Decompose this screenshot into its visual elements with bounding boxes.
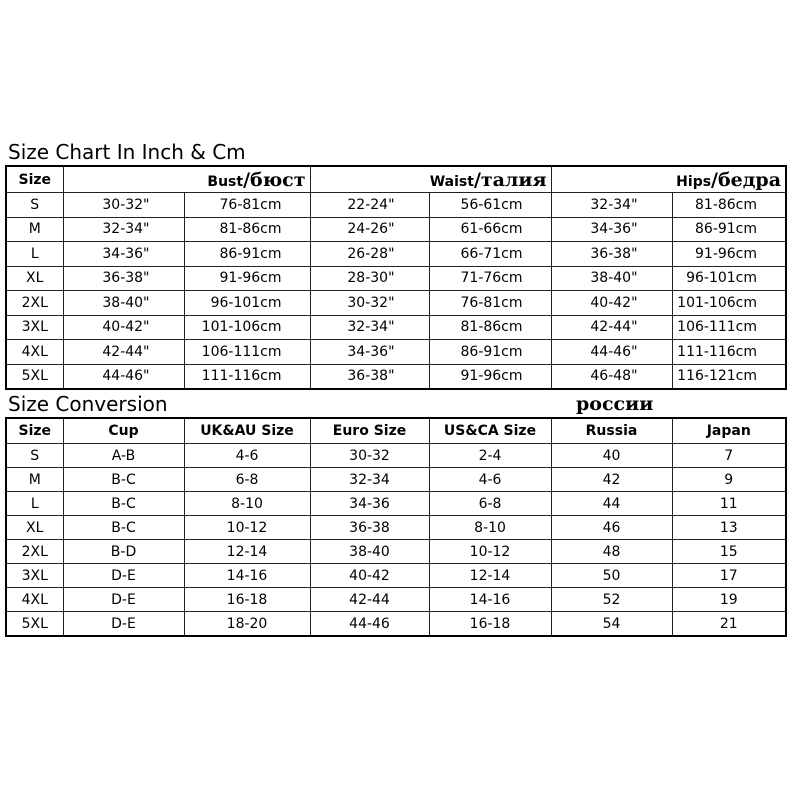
cell-bust-cm: 91-96cm — [184, 266, 310, 291]
cell-bust-cm: 81-86cm — [184, 217, 310, 242]
size-conversion-header-row — [6, 418, 786, 444]
cell-hips-cm: 91-96cm — [672, 242, 786, 267]
cell-waist-in: 36-38" — [310, 364, 429, 389]
conversion-header-6: Japan — [672, 418, 786, 444]
cell-bust-cm: 76-81cm — [184, 193, 310, 218]
cell-cup: D-E — [63, 588, 184, 612]
cell-euro: 40-42 — [310, 564, 429, 588]
cell-size: 2XL — [6, 540, 63, 564]
size-chart-table — [5, 165, 787, 390]
cell-cup: B-C — [63, 492, 184, 516]
cell-size: S — [6, 193, 63, 218]
cell-russia: 46 — [551, 516, 672, 540]
cell-waist-cm: 86-91cm — [429, 340, 551, 365]
cell-uk-au: 14-16 — [184, 564, 310, 588]
cell-russia: 50 — [551, 564, 672, 588]
cell-hips-in: 34-36" — [551, 217, 672, 242]
table-row — [6, 444, 786, 468]
cell-waist-cm: 76-81cm — [429, 291, 551, 316]
cell-waist-in: 34-36" — [310, 340, 429, 365]
cell-japan: 13 — [672, 516, 786, 540]
table-row — [6, 588, 786, 612]
cell-hips-cm: 101-106cm — [672, 291, 786, 316]
cell-uk-au: 18-20 — [184, 612, 310, 637]
cell-waist-in: 24-26" — [310, 217, 429, 242]
cell-size: 3XL — [6, 564, 63, 588]
cell-euro: 36-38 — [310, 516, 429, 540]
cell-japan: 15 — [672, 540, 786, 564]
cell-us-ca: 4-6 — [429, 468, 551, 492]
cell-hips-in: 40-42" — [551, 291, 672, 316]
table-row — [6, 242, 786, 267]
waist-header-ru: /талия — [473, 168, 547, 191]
cell-uk-au: 6-8 — [184, 468, 310, 492]
cell-bust-in: 42-44" — [63, 340, 184, 365]
table-row — [6, 193, 786, 218]
cell-us-ca: 12-14 — [429, 564, 551, 588]
cell-waist-in: 30-32" — [310, 291, 429, 316]
cell-bust-in: 34-36" — [63, 242, 184, 267]
cell-size: 3XL — [6, 315, 63, 340]
conversion-header-4: US&CA Size — [429, 418, 551, 444]
cell-hips-cm: 96-101cm — [672, 266, 786, 291]
cell-hips-in: 42-44" — [551, 315, 672, 340]
waist-header-label: Waist — [429, 173, 474, 190]
cell-uk-au: 12-14 — [184, 540, 310, 564]
cell-size: XL — [6, 266, 63, 291]
cell-japan: 17 — [672, 564, 786, 588]
cell-hips-in: 44-46" — [551, 340, 672, 365]
cell-japan: 19 — [672, 588, 786, 612]
cell-uk-au: 16-18 — [184, 588, 310, 612]
bust-header — [63, 166, 310, 193]
hips-header-ru: /бедра — [711, 168, 782, 191]
cell-bust-in: 38-40" — [63, 291, 184, 316]
cell-russia: 54 — [551, 612, 672, 637]
cell-japan: 9 — [672, 468, 786, 492]
cell-size: L — [6, 492, 63, 516]
cell-euro: 42-44 — [310, 588, 429, 612]
table-row — [6, 516, 786, 540]
conversion-header-3: Euro Size — [310, 418, 429, 444]
cell-russia: 48 — [551, 540, 672, 564]
size-chart-header-row — [6, 166, 786, 193]
table-row — [6, 364, 786, 389]
table-row — [6, 291, 786, 316]
cell-size: M — [6, 468, 63, 492]
hips-header-label: Hips — [676, 173, 712, 190]
cell-bust-cm: 106-111cm — [184, 340, 310, 365]
cell-bust-in: 30-32" — [63, 193, 184, 218]
cell-japan: 7 — [672, 444, 786, 468]
cell-waist-in: 26-28" — [310, 242, 429, 267]
cell-waist-cm: 56-61cm — [429, 193, 551, 218]
cell-size: S — [6, 444, 63, 468]
cell-size: M — [6, 217, 63, 242]
cell-waist-cm: 81-86cm — [429, 315, 551, 340]
cell-hips-cm: 111-116cm — [672, 340, 786, 365]
cell-euro: 32-34 — [310, 468, 429, 492]
table-row — [6, 340, 786, 365]
cell-cup: B-C — [63, 516, 184, 540]
cell-japan: 21 — [672, 612, 786, 637]
table-row — [6, 315, 786, 340]
cell-size: L — [6, 242, 63, 267]
cell-euro: 38-40 — [310, 540, 429, 564]
bust-header-label: Bust — [207, 173, 244, 190]
size-conversion-title-ru: россии — [576, 393, 654, 415]
cell-bust-cm: 86-91cm — [184, 242, 310, 267]
cell-size: 2XL — [6, 291, 63, 316]
cell-us-ca: 6-8 — [429, 492, 551, 516]
size-conversion-table — [5, 417, 787, 637]
cell-bust-cm: 96-101cm — [184, 291, 310, 316]
cell-size: 4XL — [6, 588, 63, 612]
cell-euro: 44-46 — [310, 612, 429, 637]
cell-cup: B-D — [63, 540, 184, 564]
cell-us-ca: 16-18 — [429, 612, 551, 637]
cell-hips-in: 46-48" — [551, 364, 672, 389]
cell-bust-in: 36-38" — [63, 266, 184, 291]
cell-size: 5XL — [6, 612, 63, 637]
cell-russia: 42 — [551, 468, 672, 492]
table-row — [6, 217, 786, 242]
conversion-header-0: Size — [6, 418, 63, 444]
cell-hips-cm: 106-111cm — [672, 315, 786, 340]
conversion-header-5: Russia — [551, 418, 672, 444]
cell-size: 4XL — [6, 340, 63, 365]
cell-russia: 40 — [551, 444, 672, 468]
hips-header — [551, 166, 786, 193]
cell-russia: 52 — [551, 588, 672, 612]
cell-us-ca: 14-16 — [429, 588, 551, 612]
cell-waist-cm: 66-71cm — [429, 242, 551, 267]
table-row — [6, 540, 786, 564]
size-conversion-title: Size Conversion — [8, 392, 168, 416]
cell-cup: A-B — [63, 444, 184, 468]
cell-bust-in: 32-34" — [63, 217, 184, 242]
cell-us-ca: 2-4 — [429, 444, 551, 468]
cell-hips-in: 36-38" — [551, 242, 672, 267]
table-row — [6, 564, 786, 588]
cell-us-ca: 8-10 — [429, 516, 551, 540]
cell-size: 5XL — [6, 364, 63, 389]
bust-header-ru: /бюст — [243, 168, 306, 191]
cell-japan: 11 — [672, 492, 786, 516]
conversion-header-1: Cup — [63, 418, 184, 444]
cell-hips-cm: 86-91cm — [672, 217, 786, 242]
cell-bust-cm: 101-106cm — [184, 315, 310, 340]
cell-bust-in: 44-46" — [63, 364, 184, 389]
size-header: Size — [6, 166, 63, 193]
cell-waist-cm: 61-66cm — [429, 217, 551, 242]
table-row — [6, 266, 786, 291]
cell-hips-in: 38-40" — [551, 266, 672, 291]
table-row — [6, 492, 786, 516]
waist-header — [310, 166, 551, 193]
cell-hips-cm: 81-86cm — [672, 193, 786, 218]
cell-waist-cm: 91-96cm — [429, 364, 551, 389]
cell-us-ca: 10-12 — [429, 540, 551, 564]
cell-waist-in: 28-30" — [310, 266, 429, 291]
cell-hips-cm: 116-121cm — [672, 364, 786, 389]
size-chart-title: Size Chart In Inch & Cm — [8, 140, 246, 164]
table-row — [6, 468, 786, 492]
cell-euro: 34-36 — [310, 492, 429, 516]
cell-cup: B-C — [63, 468, 184, 492]
cell-uk-au: 4-6 — [184, 444, 310, 468]
cell-hips-in: 32-34" — [551, 193, 672, 218]
conversion-header-2: UK&AU Size — [184, 418, 310, 444]
table-row — [6, 612, 786, 637]
cell-cup: D-E — [63, 612, 184, 637]
cell-waist-cm: 71-76cm — [429, 266, 551, 291]
cell-size: XL — [6, 516, 63, 540]
cell-russia: 44 — [551, 492, 672, 516]
cell-cup: D-E — [63, 564, 184, 588]
cell-uk-au: 10-12 — [184, 516, 310, 540]
cell-bust-cm: 111-116cm — [184, 364, 310, 389]
cell-waist-in: 32-34" — [310, 315, 429, 340]
cell-bust-in: 40-42" — [63, 315, 184, 340]
cell-euro: 30-32 — [310, 444, 429, 468]
cell-uk-au: 8-10 — [184, 492, 310, 516]
cell-waist-in: 22-24" — [310, 193, 429, 218]
